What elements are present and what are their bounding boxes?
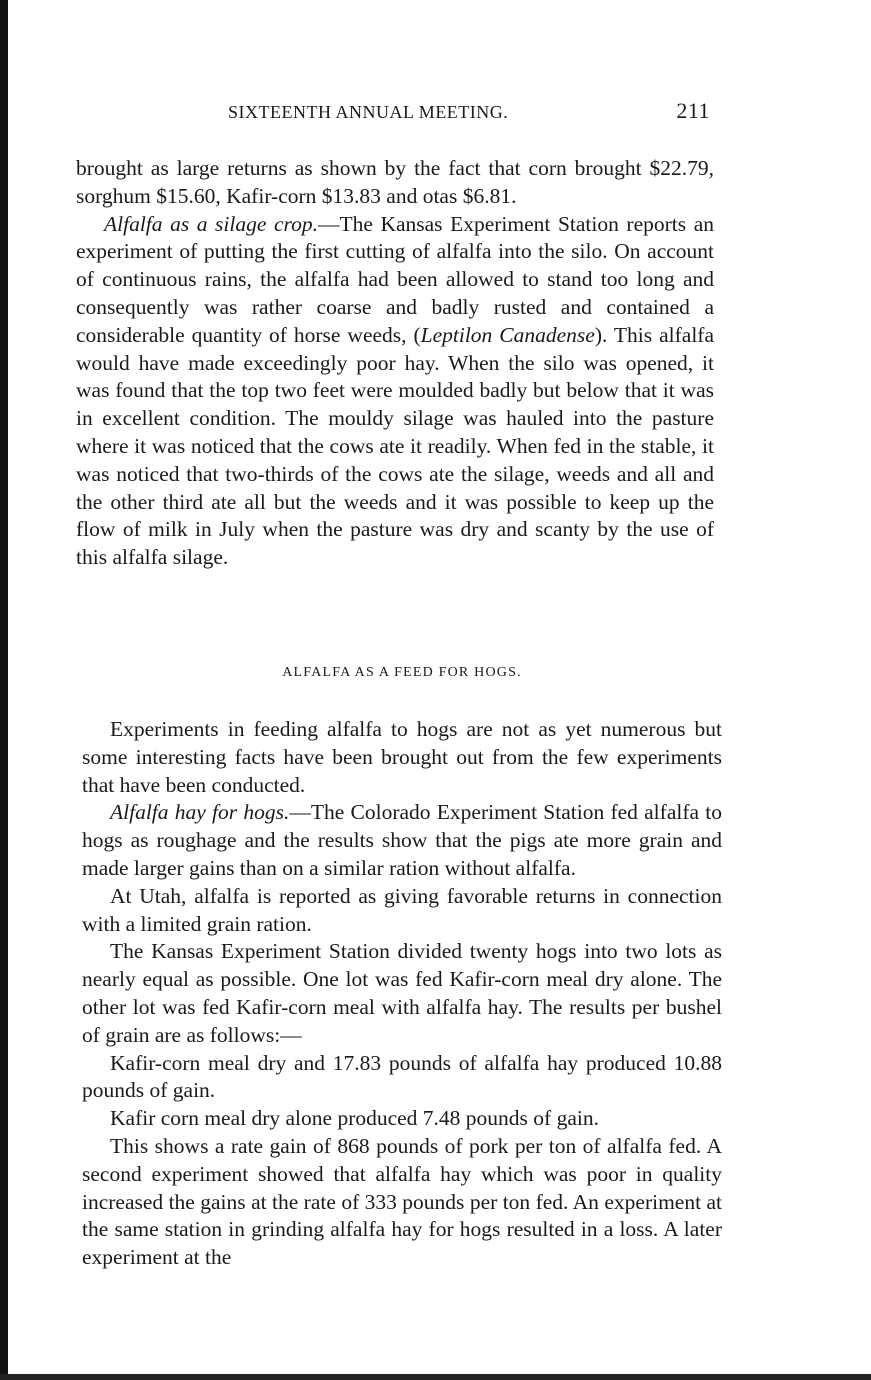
paragraph-kansas: The Kansas Experiment Station divided twenty hogs into two lots as nearly equal as possible. One lot was fed Kafir-corn meal dry alone. The other lot was fed Kafir-corn meal with alfalfa hay. The results per bushel of grain are as follows:— [82, 939, 722, 1047]
paragraph-intro: Experiments in feeding alfalfa to hogs are not as yet numerous but some interesting facts have been brought out from the few experiments that have been conducted. [82, 717, 722, 797]
paragraph-utah: At Utah, alfalfa is reported as giving favorable returns in connection with a limited grain ration. [82, 883, 722, 936]
paragraph-text: —The Colorado Experiment Station fed alfalfa to hogs as roughage and the results show that the pigs ate more grain and made larger gains than on a similar ration without alfalfa. [82, 800, 722, 880]
paragraph-alfalfa-silage [76, 211, 714, 572]
scientific-name: Leptilon Canadense [420, 322, 595, 347]
text-block-hogs [82, 716, 722, 1272]
runin-heading-silage: Alfalfa as a silage crop. [104, 211, 318, 236]
paragraph-continuation: brought as large returns as shown by the fact that corn brought $22.79, sorghum $15.60, Kafir-corn $13.83 and otas $6.81. [76, 156, 714, 208]
running-title: SIXTEENTH ANNUAL MEETING. [228, 102, 509, 122]
page-number: 211 [676, 98, 710, 123]
paragraph-result-alone: Kafir corn meal dry alone produced 7.48 pounds of gain. [110, 1106, 599, 1131]
scan-left-edge [0, 0, 8, 1380]
runin-heading-hogs: Alfalfa hay for hogs. [110, 800, 290, 825]
scan-bottom-edge [0, 1374, 871, 1380]
paragraph-text: ). This alfalfa would have made exceedingly poor hay. When the silo was opened, it was found that the top two feet were moulded badly but below that it was in excellent condition. The mouldy silage was hauled into the pasture where it was noticed that the cows ate it readily. When fed in the stable, it was noticed that two-thirds of the cows ate the silage, weeds and all and the other third ate all but the weeds and it was possible to keep up the flow of milk in July when the pasture was dry and scanty by the use of this alfalfa silage. [76, 322, 714, 570]
paragraph-hay-for-hogs [82, 799, 722, 882]
running-head [228, 98, 718, 128]
paragraph-rate-gain: This shows a rate gain of 868 pounds of pork per ton of alfalfa fed. A second experiment showed that alfalfa hay which was poor in quality increased the gains at the rate of 333 pounds per ton fed. An experiment at the same station in grinding alfalfa hay for hogs resulted in a loss. A later experiment at the [82, 1133, 722, 1270]
text-block-silage [76, 155, 714, 572]
section-heading: ALFALFA AS A FEED FOR HOGS. [282, 665, 522, 680]
paragraph-result-with-hay: Kafir-corn meal dry and 17.83 pounds of alfalfa hay produced 10.88 pounds of gain. [82, 1050, 722, 1103]
paragraph-text: —The Kansas Experiment Station reports an experiment of putting the first cutting of alfalfa into the silo. On account of continuous rains, the alfalfa had been allowed to stand too long and consequently was rather coarse and badly rusted and contained a considerable quantity of horse weeds, ( [76, 211, 714, 347]
